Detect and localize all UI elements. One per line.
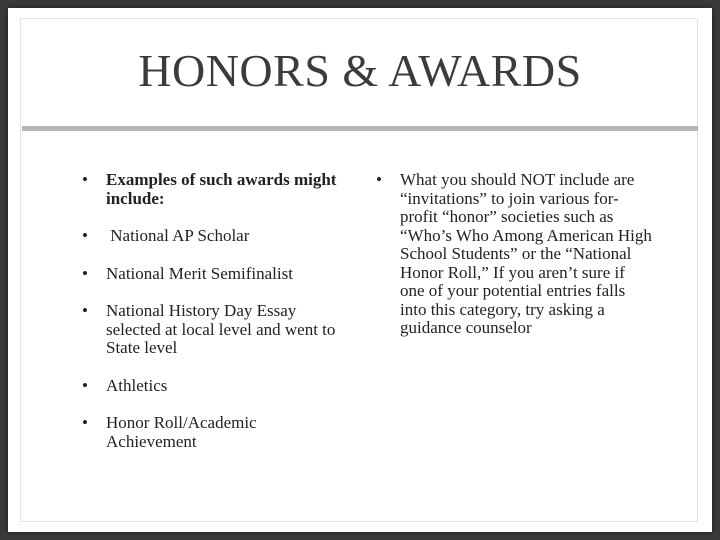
bullet-marker: • xyxy=(82,226,88,245)
list-item xyxy=(76,377,348,396)
list-item xyxy=(370,171,652,338)
bullet-marker: • xyxy=(82,413,88,432)
list-item xyxy=(76,171,348,208)
bullet-marker: • xyxy=(82,170,88,189)
right-bullet-list xyxy=(370,171,652,338)
bullet-marker: • xyxy=(82,375,88,395)
bullet-marker: • xyxy=(82,301,88,320)
list-item xyxy=(76,414,348,451)
bullet-marker: • xyxy=(82,263,88,283)
list-item-text: Examples of such awards might include: xyxy=(106,170,337,208)
list-item-text: Athletics xyxy=(106,375,168,395)
bullet-marker: • xyxy=(376,170,382,189)
left-bullet-list xyxy=(76,171,348,451)
list-item xyxy=(76,227,348,246)
title-divider xyxy=(22,126,698,131)
slide-title: HONORS & AWARDS xyxy=(138,45,582,96)
right-column xyxy=(370,171,652,357)
list-item-text: Honor Roll/Academic Achievement xyxy=(106,413,257,451)
list-item-text: National History Day Essay selected at local level and went to State level xyxy=(106,301,336,357)
list-item xyxy=(76,265,348,284)
list-item-text: What you should NOT include are “invitations” to join various for-profit “honor” societies such as “Who’s Who Among American High School Students” or the “National Honor Roll,” If you aren’t sure if one of your potential entries falls into this category, try asking a guidance counselor xyxy=(400,170,652,337)
left-column xyxy=(76,171,348,470)
list-item-text: National Merit Semifinalist xyxy=(106,263,293,283)
slide xyxy=(8,8,712,532)
list-item xyxy=(76,302,348,358)
list-item-text: National AP Scholar xyxy=(106,226,250,245)
